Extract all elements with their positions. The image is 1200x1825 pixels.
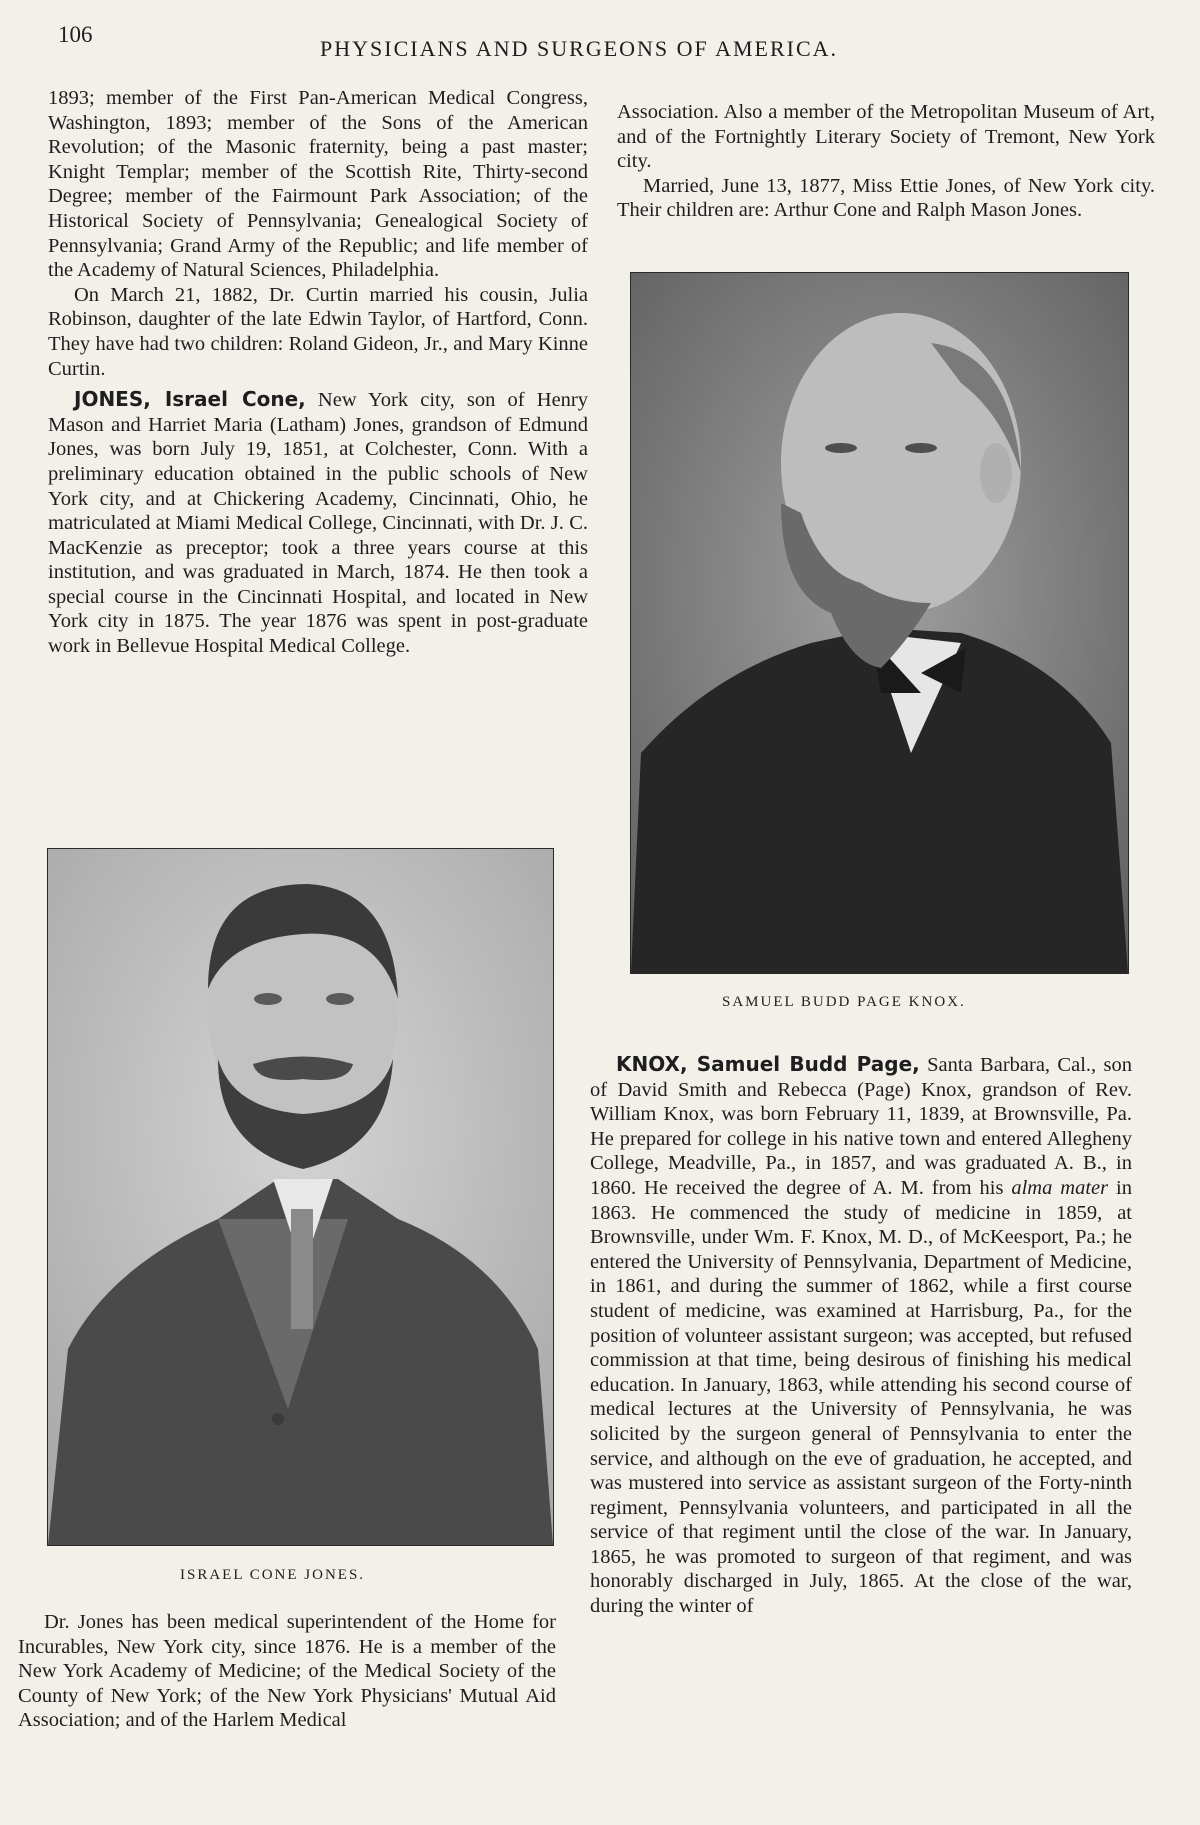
knox-text-after-italic: in 1863. He commenced the study of medicine in 1859, at Brownsville, under Wm. F. Knox, M. D., of McKeesport, Pa.; he entered the University of Pennsylvania, Department of Medicine, in 1861, and during the summer of 1862, while a first course student of medicine, was examined at Harrisburg, Pa., for the position of volunteer assistant surgeon; was accepted, but refused commission at that time, being desirous of finishing his medical education. In January, 1863, while attending his second course of medical lectures at the University of Pennsylvania, he was solicited by the surgeon general of Pennsylvania to enter the service, and although on the eve of graduation, he accepted, and was mustered into service as assistant surgeon of the Forty-ninth regiment, Pennsylvania volunteers, and participated in all the service of that regiment until the close of the war. In January, 1865, he was promoted to surgeon of that regiment, and was honorably discharged in July, 1865. At the close of the war, during the winter of	[590, 1176, 1132, 1618]
jones-biography-text: New York city, son of Henry Mason and Harriet Maria (Latham) Jones, grandson of Edmund Jones, was born July 19, 1851, at Colchester, Conn. With a preliminary education obtained in the public schools of New York city, and at Chickering Academy, Cincinnati, Ohio, he matriculated at Miami Medical College, Cincinnati, with Dr. J. C. MacKenzie as preceptor; took a three years course at this institution, and was graduated in March, 1874. He then took a special course in the Cincinnati Hospital, and located in New York city in 1875. The year 1876 was spent in post-graduate work in Bellevue Hospital Medical College.	[48, 389, 588, 658]
left-column-top-text	[48, 86, 588, 659]
portrait-israel-cone-jones	[47, 848, 554, 1546]
knox-name-lead: KNOX, Samuel Budd Page,	[616, 1052, 920, 1076]
portrait-samuel-budd-page-knox	[630, 272, 1129, 974]
married-paragraph: Married, June 13, 1877, Miss Ettie Jones, of New York city. Their children are: Arthur Cone and Ralph Mason Jones.	[617, 174, 1155, 222]
jones-biography-paragraph	[48, 387, 588, 659]
curtin-continued-paragraph: 1893; member of the First Pan-American Medical Congress, Washington, 1893; member of the Sons of the American Revolution; of the Masonic fraternity, being a past master; Knight Templar; member of the Scottish Rite, Thirty-second Degree; member of the Fairmount Park Association; of the Historical Society of Pennsylvania; Genealogical Society of Pennsylvania; Grand Army of the Republic; and life member of the Academy of Natural Sciences, Philadelphia.	[48, 87, 588, 282]
jones-continued-paragraph: Dr. Jones has been medical superintendent of the Home for Incurables, New York city, since 1876. He is a member of the New York Academy of Medicine; of the Medical Society of the County of New York; of the New York Physicians' Mutual Aid Association; and of the Harlem Medical	[18, 1611, 556, 1732]
right-column-knox-text	[590, 1052, 1132, 1619]
right-column-top-text	[617, 100, 1155, 223]
portrait-knox-image	[631, 273, 1128, 973]
curtin-marriage-paragraph: On March 21, 1882, Dr. Curtin married his cousin, Julia Robinson, daughter of the late Edwin Taylor, of Hartford, Conn. They have had two children: Roland Gideon, Jr., and Mary Kinne Curtin.	[48, 283, 588, 380]
jones-portrait-caption: ISRAEL CONE JONES.	[180, 1567, 366, 1583]
knox-italic-phrase: alma mater	[1011, 1176, 1109, 1199]
knox-text-before-italic: Santa Barbara, Cal., son of David Smith and Rebecca (Page) Knox, grandson of Rev. William Knox, was born February 11, 1839, at Brownsville, Pa. He prepared for college in his native town and entered Allegheny College, Meadville, Pa., in 1857, and was graduated A. B., in 1860. He received the degree of A. M. from his	[590, 1054, 1132, 1199]
knox-portrait-caption: SAMUEL BUDD PAGE KNOX.	[722, 994, 966, 1010]
running-title: PHYSICIANS AND SURGEONS OF AMERICA.	[320, 36, 839, 61]
portrait-jones-image	[48, 849, 553, 1545]
association-paragraph: Association. Also a member of the Metropolitan Museum of Art, and of the Fortnightly Literary Society of Tremont, New York city.	[617, 101, 1155, 173]
knox-biography-paragraph	[590, 1052, 1132, 1619]
left-column-bottom-text	[18, 1610, 556, 1733]
jones-name-lead: JONES, Israel Cone,	[74, 387, 306, 412]
page-number: 106	[58, 22, 93, 47]
